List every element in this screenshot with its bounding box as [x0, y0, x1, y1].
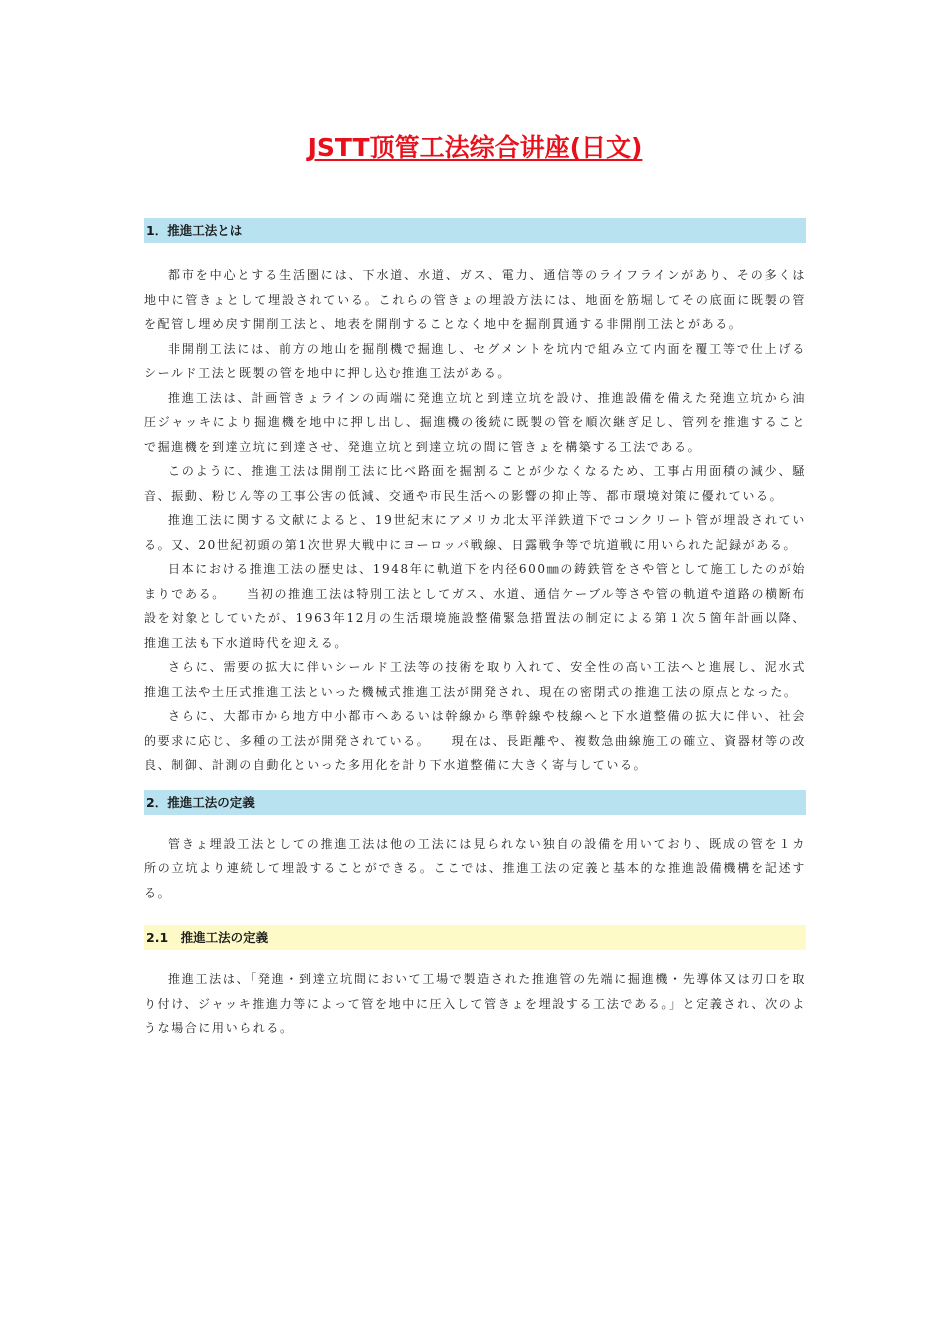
- paragraph: 推進工法は、「発進・到達立坑間において工場で製造された推進管の先端に掘進機・先導体又は刃口を取り付け、ジャッキ推進力等によって管を地中に圧入して管きょを埋設する工法である。」と定義され、次のような場合に用いられる。: [144, 972, 806, 1035]
- paragraph: このように、推進工法は開削工法に比べ路面を掘割ることが少なくなるため、工事占用面積の減少、騒音、振動、粉じん等の工事公害の低減、交通や市民生活への影響の抑止等、都市環境対策に優れている。: [144, 464, 806, 503]
- paragraph: 日本における推進工法の歴史は、1948年に軌道下を内径600㎜の鋳鉄管をさや管として施工したのが始まりである。 当初の推進工法は特別工法としてガス、水道、通信ケーブル等さや管の軌道や道路の横断布設を対象としていたが、1963年12月の生活環境施設整備緊急措置法の制定による第１次５箇年計画以降、推進工法も下水道時代を迎える。: [144, 562, 806, 650]
- document-body: [144, 218, 806, 1041]
- section-heading-1: 1．推進工法とは: [144, 218, 806, 243]
- paragraph: さらに、需要の拡大に伴いシールド工法等の技術を取り入れて、安全性の高い工法へと進展し、泥水式推進工法や土圧式推進工法といった機械式推進工法が開発され、現在の密閉式の推進工法の原点となった。: [144, 660, 806, 699]
- paragraph: 管きょ埋設工法としての推進工法は他の工法には見られない独自の設備を用いており、既成の管を１カ所の立坑より連続して埋設することができる。ここでは、推進工法の定義と基本的な推進設備機構を記述する。: [144, 836, 806, 900]
- paragraph: さらに、大都市から地方中小都市へあるいは幹線から準幹線や枝線へと下水道整備の拡大に伴い、社会的要求に応じ、多種の工法が開発されている。 現在は、長距離や、複数急曲線施工の確立、資器材等の改良、制御、計測の自動化といった多用化を計り下水道整備に大きく寄与している。: [144, 709, 806, 772]
- paragraph: 都市を中心とする生活圏には、下水道、水道、ガス、電力、通信等のライフラインがあり、その多くは地中に管きょとして埋設されている。これらの管きょの埋設方法には、地面を筋堀してその底面に既製の管を配管し埋め戻す開削工法と、地表を開削することなく地中を掘削貫通する非開削工法とがある。: [144, 268, 806, 331]
- section-heading-2-1: 2.1 推進工法の定義: [144, 925, 806, 950]
- paragraph: 推進工法は、計画管きょラインの両端に発進立坑と到達立坑を設け、推進設備を備えた発進立坑から油圧ジャッキにより掘進機を地中に押し出し、掘進機の後続に既製の管を順次継ぎ足し、管列を推進することで掘進機を到達立坑に到達させ、発進立坑と到達立坑の間に管きょを構築する工法である。: [144, 390, 806, 454]
- document-title: JSTT顶管工法综合讲座(日文): [307, 133, 643, 162]
- section-heading-2: 2．推進工法の定義: [144, 790, 806, 815]
- paragraph: 非開削工法には、前方の地山を掘削機で掘進し、セグメントを坑内で組み立て内面を覆工等で仕上げるシールド工法と既製の管を地中に押し込む推進工法がある。: [144, 341, 806, 380]
- paragraph: 推進工法に関する文献によると、19世紀末にアメリカ北太平洋鉄道下でコンクリート管が埋設されている。又、20世紀初頭の第1次世界大戦中にヨーロッパ戦線、日露戦争等で坑道戦に用いられた記録がある。: [144, 513, 806, 552]
